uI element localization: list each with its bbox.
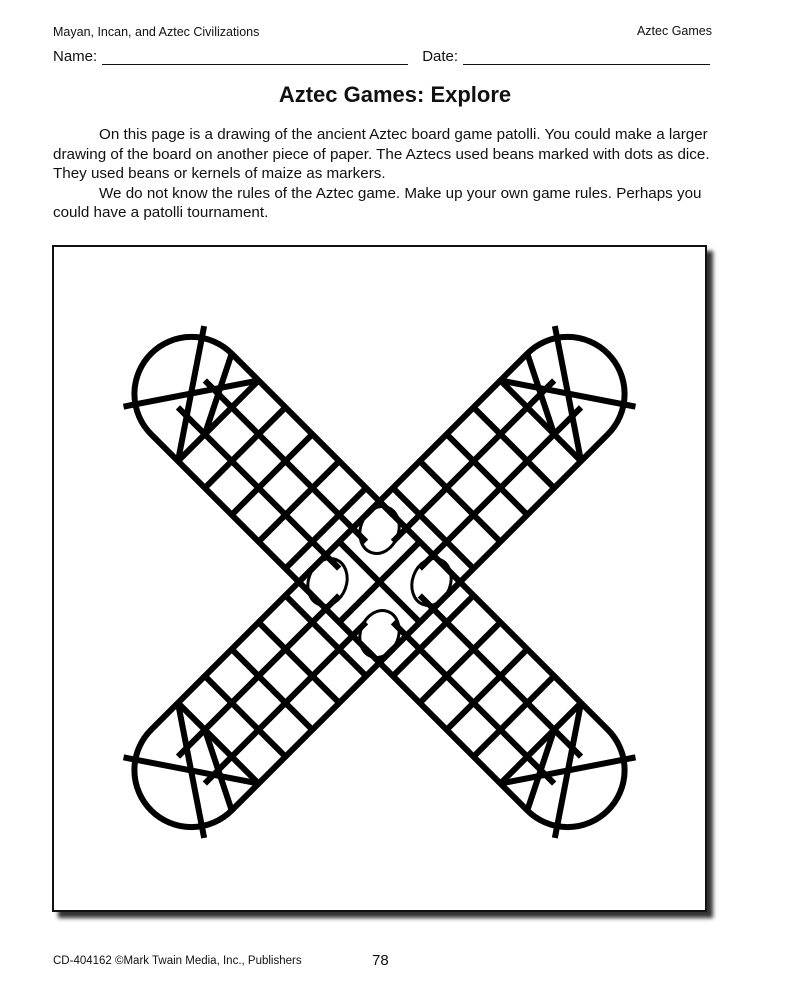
board-center — [299, 501, 460, 662]
name-date-row — [53, 48, 710, 65]
intro-paragraph-1: On this page is a drawing of the ancient Aztec board game patolli. You could make a larger drawing of the board on another piece of paper. The Aztecs used beans marked with dots as dice. They used beans or kernels of maize as markers. — [53, 126, 710, 182]
section-label: Aztec Games — [636, 24, 712, 38]
page-title: Aztec Games: Explore — [278, 82, 512, 107]
intro-text — [53, 125, 715, 223]
patolli-board-drawing — [54, 247, 705, 910]
page-number: 78 — [372, 952, 389, 969]
name-field-line[interactable] — [102, 50, 408, 65]
date-label: Date: — [422, 48, 459, 65]
publisher-credit: CD-404162 ©Mark Twain Media, Inc., Publishers — [53, 955, 302, 967]
date-field-line[interactable] — [463, 50, 710, 65]
intro-paragraph-2: We do not know the rules of the Aztec game. Make up your own game rules. Perhaps you could have a patolli tournament. — [53, 184, 702, 221]
patolli-board-frame — [52, 245, 707, 912]
name-label: Name: — [53, 48, 98, 65]
book-title: Mayan, Incan, and Aztec Civilizations — [53, 25, 260, 39]
